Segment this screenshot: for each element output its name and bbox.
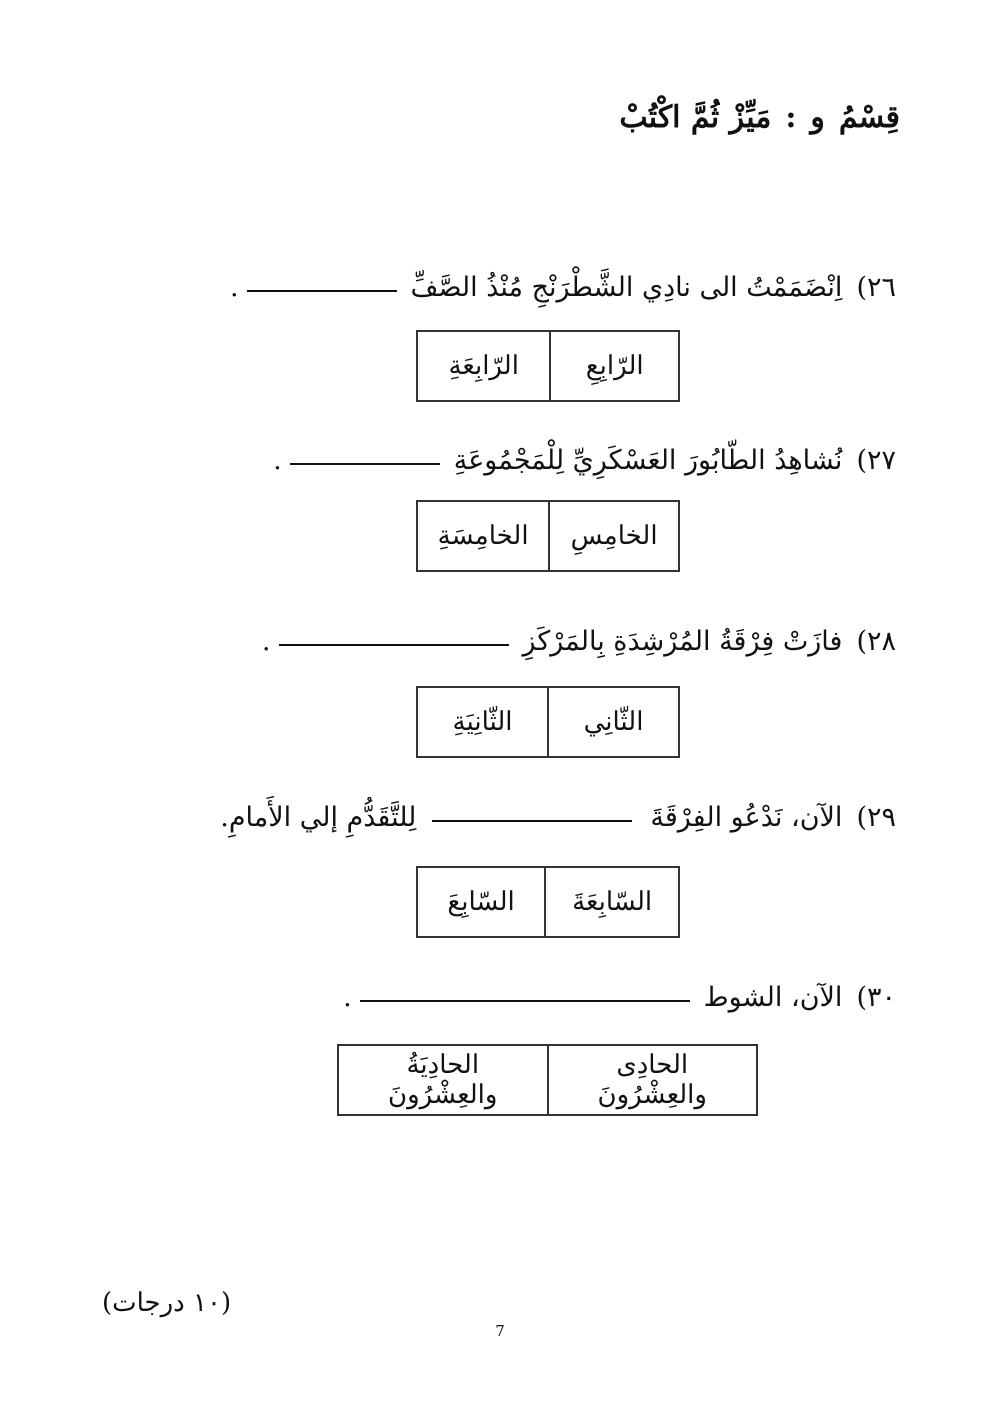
question-number: ٢٧) [856,445,896,476]
options-table-28 [416,686,680,758]
grade-note: (١٠ درجات) [102,1288,232,1318]
question-end: . [343,982,352,1013]
answer-blank[interactable] [360,1000,690,1002]
options-table-27 [416,500,680,572]
question-text: الآن، نَدْعُو الفِرْقَةَ [650,802,843,833]
question-28 [262,626,896,657]
answer-blank[interactable] [432,820,632,822]
question-30 [343,982,896,1013]
page-number: 7 [495,1322,505,1340]
options-table-30 [337,1044,758,1116]
section-letter: و [810,100,825,135]
question-text: نُشاهِدُ الطّابُورَ العَسْكَرِيِّ لِلْمَجْمُوعَةِ [453,445,843,476]
option-cell[interactable]: الخامِسَةِ [417,501,549,571]
section-instruction: مَيِّزْ ثُمَّ اكْتُبْ [619,100,772,135]
option-cell[interactable]: الثّانِيَةِ [417,687,548,757]
question-number: ٣٠) [856,982,896,1013]
options-table-26 [416,330,680,402]
question-text: الآن، الشوط [703,982,843,1013]
question-27 [273,445,896,476]
option-cell[interactable]: الخامِسِ [549,501,679,571]
options-table-29 [416,866,680,938]
question-26 [230,272,896,303]
answer-blank[interactable] [247,290,397,292]
section-colon: : [785,100,797,135]
section-label: قِسْمُ [838,100,900,135]
question-number: ٢٦) [856,272,896,303]
section-title [619,100,900,135]
question-text: فازَتْ فِرْقَةُ المُرْشِدَةِ بِالمَرْكَزِ [522,626,843,657]
question-end: لِلتَّقَدُّمِ إلي الأَمامِ. [220,802,417,833]
question-text: اِنْضَمَمْتُ الى نادِي الشَّطْرَنْجِ مُنْذُ الصَّفِّ [410,272,843,303]
option-cell[interactable]: الحادِيَةُ والعِشْرُونَ [338,1045,548,1115]
answer-blank[interactable] [279,644,509,646]
option-cell[interactable]: السّابِعَ [417,867,545,937]
option-cell[interactable]: الثّانِي [548,687,679,757]
question-number: ٢٨) [856,626,896,657]
option-cell[interactable]: السّابِعَةَ [545,867,679,937]
question-number: ٢٩) [856,802,896,833]
question-end: . [261,626,271,657]
option-cell[interactable]: الحادِى والعِشْرُونَ [548,1045,758,1115]
question-29 [220,802,896,833]
question-end: . [273,445,282,476]
option-cell[interactable]: الرّابِعَةِ [417,331,550,401]
answer-blank[interactable] [290,463,440,465]
question-end: . [229,272,239,303]
option-cell[interactable]: الرّابِعِ [550,331,679,401]
